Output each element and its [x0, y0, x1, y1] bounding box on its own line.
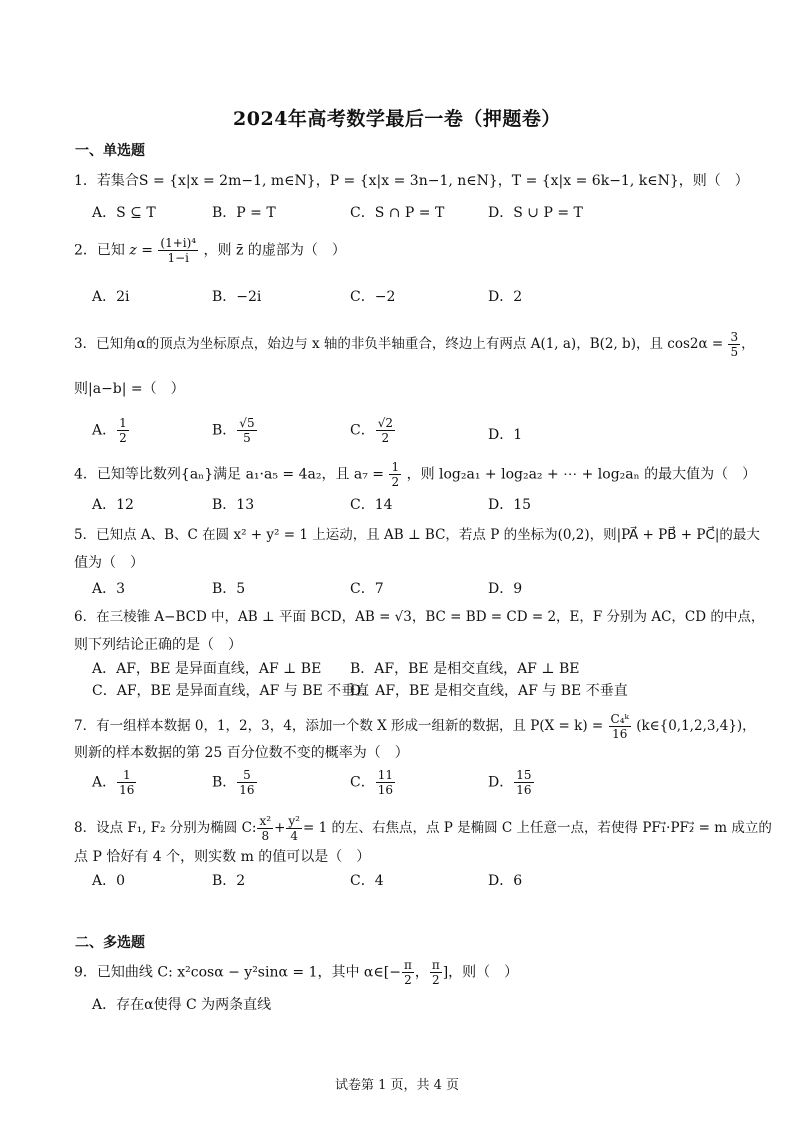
section-single-choice: 一、单选题: [75, 143, 145, 159]
fraction: $\frac{\pi}{2}$: [431, 958, 440, 987]
question-4: 4．已知等比数列{aₙ}满足 a₁·a₅ = 4a₂，且 a₇ = $\frac{1}{2}$ ，则 log₂a₁ + log₂a₂ + ⋯ + log₂aₙ 的最大值为（ ）: [74, 460, 757, 489]
option-c[interactable]: C．AF，BE 是异面直线，AF 与 BE 不垂直: [92, 683, 370, 699]
option-d[interactable]: D．AF，BE 是相交直线，AF 与 BE 不垂直: [350, 683, 628, 699]
fraction: $\frac{\text{x²}}{8}$: [259, 814, 272, 843]
option-b[interactable]: B．P = T: [212, 205, 276, 221]
option-c[interactable]: C．14: [350, 497, 393, 513]
fraction: $\frac{1}{2}$: [391, 460, 400, 489]
option-d[interactable]: D． $\frac{15}{16}$: [488, 768, 532, 797]
page-title: 2024年高考数学最后一卷（押题卷）: [233, 108, 561, 130]
option-a[interactable]: A．AF，BE 是异面直线，AF ⊥ BE: [92, 661, 322, 677]
question-6-options-row2: [92, 680, 732, 704]
question-3-line2: 则|a−b| =（ ）: [74, 381, 185, 397]
question-4-options: [92, 494, 732, 518]
section-multiple-choice: 二、多选题: [75, 935, 145, 951]
page-footer: 试卷第 1 页，共 4 页: [334, 1078, 460, 1093]
question-1: 1．若集合S = {x|x = 2m−1, m∈N}，P = {x|x = 3n−1, n∈N}，T = {x|x = 6k−1, k∈N}，则（ ）: [74, 173, 749, 189]
question-2-options: [92, 286, 732, 310]
option-b[interactable]: B． $\frac{√5}{5}$: [212, 416, 255, 445]
question-6-line2: 则下列结论正确的是（ ）: [74, 637, 242, 653]
option-b[interactable]: B．13: [212, 497, 255, 513]
option-b[interactable]: B．−2i: [212, 289, 262, 305]
option-d[interactable]: D．2: [488, 289, 523, 305]
question-5-options: [92, 578, 732, 602]
option-d[interactable]: D．15: [488, 497, 532, 513]
option-a[interactable]: A． $\frac{1}{2}$: [92, 416, 127, 445]
question-8: 8．设点 F₁, F₂ 分别为椭圆 C: $\frac{\text{x²}}{8}$ + $\frac{\text{y²}}{4}$ = 1 的左、右焦点，点 P 是椭圆 C 上任意一点，若使得 PF₁⃗·PF₂⃗ = m 成立的: [74, 814, 772, 843]
question-8-options: [92, 870, 732, 894]
fraction: $\frac{3}{5}$: [730, 330, 739, 359]
question-5-line2: 值为（ ）: [74, 555, 144, 571]
option-b[interactable]: B．5: [212, 581, 246, 597]
fraction: $\frac{\pi}{2}$: [403, 958, 412, 987]
option-a[interactable]: A． $\frac{1}{16}$: [92, 768, 135, 797]
question-7-line2: 则新的样本数据的第 25 百分位数不变的概率为（ ）: [74, 745, 409, 761]
fraction: $\frac{\text{y²}}{4}$: [288, 814, 300, 843]
fraction: $\frac{\text{(1+i)⁴}}{1-i}$: [160, 236, 197, 265]
option-a[interactable]: A．S ⊆ T: [92, 205, 156, 221]
question-9: 9．已知曲线 C: x²cosα − y²sinα = 1，其中 α∈[− $\frac{\pi}{2}$ ， $\frac{\pi}{2}$ ]，则（ ）: [74, 958, 519, 987]
question-5: 5．已知点 A、B、C 在圆 x² + y² = 1 上运动，且 AB ⊥ BC，若点 P 的坐标为(0,2)，则|PA⃗ + PB⃗ + PC⃗|的最大: [74, 527, 760, 543]
option-a[interactable]: A．2i: [92, 289, 130, 305]
question-6: 6．在三棱锥 A−BCD 中，AB ⊥ 平面 BCD，AB = √3，BC = BD = CD = 2，E，F 分别为 AC，CD 的中点，: [74, 609, 765, 625]
question-9-options: [92, 994, 732, 1018]
option-a[interactable]: A．存在α使得 C 为两条直线: [92, 997, 272, 1013]
option-c[interactable]: C．−2: [350, 289, 396, 305]
option-a[interactable]: A．3: [92, 581, 126, 597]
option-a[interactable]: A．12: [92, 497, 134, 513]
question-8-line2: 点 P 恰好有 4 个，则实数 m 的值可以是（ ）: [74, 849, 371, 865]
question-2: 2．已知 z = $\frac{\text{(1+i)⁴}}{1-i}$ ，则 z̄ 的虚部为（ ）: [74, 236, 346, 265]
question-3-options: [92, 416, 732, 450]
option-c[interactable]: C．4: [350, 873, 384, 889]
question-6-options-row1: [92, 658, 732, 682]
question-7: 7．有一组样本数据 0，1，2，3，4，添加一个数 X 形成一组新的数据，且 P(X = k) = $\frac{\text{C₄ᵏ}}{16}$ (k∈{0,1,2,3,4})，: [74, 712, 756, 741]
question-1-options: [92, 202, 732, 226]
option-c[interactable]: C． $\frac{√2}{2}$: [350, 416, 393, 445]
option-a[interactable]: A．0: [92, 873, 126, 889]
option-c[interactable]: C．7: [350, 581, 384, 597]
question-3: 3．已知角α的顶点为坐标原点，始边与 x 轴的非负半轴重合，终边上有两点 A(1, a)，B(2, b)，且 cos2α = $\frac{3}{5}$ ，: [74, 330, 755, 359]
option-b[interactable]: B．AF，BE 是相交直线，AF ⊥ BE: [350, 661, 580, 677]
option-b[interactable]: B．2: [212, 873, 246, 889]
option-c[interactable]: C． $\frac{11}{16}$: [350, 768, 393, 797]
question-7-options: [92, 768, 732, 802]
option-d[interactable]: D．6: [488, 873, 523, 889]
option-d[interactable]: D．1: [488, 427, 523, 443]
option-c[interactable]: C．S ∩ P = T: [350, 205, 445, 221]
option-b[interactable]: B． $\frac{5}{16}$: [212, 768, 255, 797]
option-d[interactable]: D．S ∪ P = T: [488, 205, 583, 221]
option-d[interactable]: D．9: [488, 581, 523, 597]
fraction: $\frac{\text{C₄ᵏ}}{16}$: [610, 712, 629, 741]
